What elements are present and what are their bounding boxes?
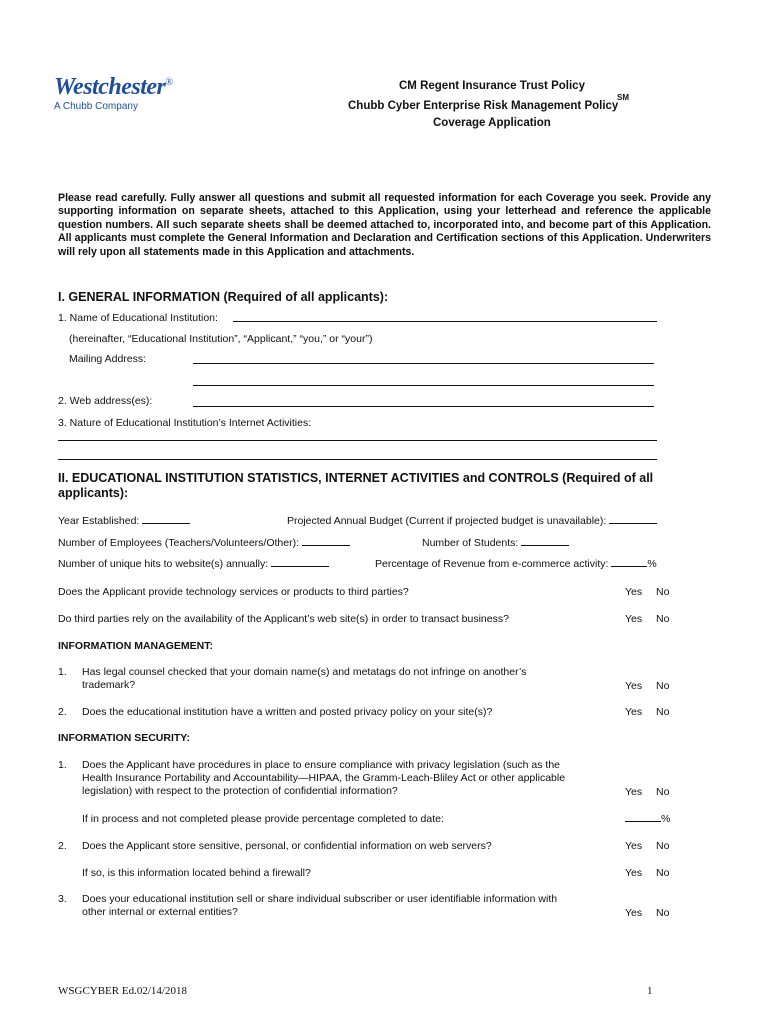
mailing-label: Mailing Address:: [69, 353, 147, 365]
tech-yes[interactable]: Yes: [625, 586, 643, 598]
im-q2-number: 2.: [58, 706, 67, 718]
im-q1-line1: Has legal counsel checked that your domain name(s) and metatags do not infringe on another’s: [82, 666, 527, 678]
is-q2-number: 2.: [58, 840, 67, 852]
q3-label: 3. Nature of Educational Institution’s Internet Activities:: [58, 417, 312, 429]
year-label: Year Established:: [58, 515, 140, 527]
header-line3: Coverage Application: [433, 117, 551, 129]
section2-title-line2: applicants):: [58, 486, 129, 500]
thirdparty-question: Do third parties rely on the availability of the Applicant’s web site(s) in order to transact business?: [58, 613, 509, 625]
hereinafter-note: (hereinafter, “Educational Institution”, “Applicant,” “you,” or “your”): [69, 333, 373, 345]
hits-field[interactable]: [271, 566, 329, 567]
is-q1-no[interactable]: No: [656, 786, 670, 798]
is-q2b-no[interactable]: No: [656, 867, 670, 879]
intro-paragraph: Please read carefully. Fully answer all questions and submit all requested information for each Coverage you seek. Provide any supporting information on separate sheets, attached to this Application, using your letterhead and reference the applicable question numbers. All such separate sheets shall be deemed attached to, incorporated into, and become part of this Application. All applicants must complete the General Information and Declaration and Certification sections of this Application. Underwriters will rely upon all statements made in this Application and attachments.: [58, 192, 711, 258]
students-field[interactable]: [521, 545, 569, 546]
header-line1: CM Regent Insurance Trust Policy: [399, 80, 585, 92]
is-q1-number: 1.: [58, 759, 67, 771]
page-number: 1: [647, 985, 653, 997]
im-q1-yes[interactable]: Yes: [625, 680, 643, 692]
year-field[interactable]: [142, 523, 190, 524]
mailing-address-field-1[interactable]: [193, 363, 654, 364]
mailing-address-field-2[interactable]: [193, 385, 654, 386]
im-q1-no[interactable]: No: [656, 680, 670, 692]
web-address-field[interactable]: [193, 406, 654, 407]
section1-title: I. GENERAL INFORMATION (Required of all applicants):: [58, 290, 389, 304]
is-q3-line2: other internal or external entities?: [82, 906, 238, 918]
im-q1-number: 1.: [58, 666, 67, 678]
budget-label: Projected Annual Budget (Current if projected budget is unavailable):: [287, 515, 607, 527]
logo-registered: ®: [165, 77, 173, 88]
info-mgmt-title: INFORMATION MANAGEMENT:: [58, 640, 213, 652]
is-q1-line1: Does the Applicant have procedures in place to ensure compliance with privacy legislation (such as the: [82, 759, 561, 771]
is-q1-yes[interactable]: Yes: [625, 786, 643, 798]
is-q3-number: 3.: [58, 893, 67, 905]
hits-label: Number of unique hits to website(s) annually:: [58, 558, 269, 570]
is-q2-no[interactable]: No: [656, 840, 670, 852]
is-q1-line2: Health Insurance Portability and Accountability—HIPAA, the Gramm-Leach-Bliley Act or other applicable: [82, 772, 566, 784]
is-q1b-field[interactable]: [625, 821, 661, 822]
employees-field[interactable]: [302, 545, 350, 546]
is-q2-yes[interactable]: Yes: [625, 840, 643, 852]
logo-name: Westchester: [54, 74, 166, 100]
employees-label: Number of Employees (Teachers/Volunteers/Other):: [58, 537, 300, 549]
revenue-field[interactable]: [611, 566, 647, 567]
tech-question: Does the Applicant provide technology services or products to third parties?: [58, 586, 409, 598]
im-q2-line1: Does the educational institution have a written and posted privacy policy on your site(s)?: [82, 706, 493, 718]
service-mark: SM: [617, 93, 629, 102]
is-q2b-label: If so, is this information located behind a firewall?: [82, 867, 311, 879]
is-q2b-yes[interactable]: Yes: [625, 867, 643, 879]
is-q3-yes[interactable]: Yes: [625, 907, 643, 919]
is-q1b-label: If in process and not completed please provide percentage completed to date:: [82, 813, 444, 825]
info-sec-title: INFORMATION SECURITY:: [58, 732, 191, 744]
header-line2: Chubb Cyber Enterprise Risk Management Policy: [348, 100, 619, 112]
thirdparty-no[interactable]: No: [656, 613, 670, 625]
revenue-label: Percentage of Revenue from e-commerce activity:: [375, 558, 609, 570]
budget-field[interactable]: [609, 523, 657, 524]
is-q1b-percent: %: [661, 813, 671, 825]
q2-label: 2. Web address(es):: [58, 395, 153, 407]
is-q3-no[interactable]: No: [656, 907, 670, 919]
is-q1-line3: legislation) with respect to the protection of confidential information?: [82, 785, 398, 797]
is-q2-line1: Does the Applicant store sensitive, personal, or confidential information on web servers?: [82, 840, 492, 852]
revenue-percent: %: [647, 558, 657, 570]
is-q3-line1: Does your educational institution sell or share individual subscriber or user identifiable information with: [82, 893, 558, 905]
logo-subtitle: A Chubb Company: [54, 101, 138, 112]
im-q1-line2: trademark?: [82, 679, 136, 691]
institution-name-field[interactable]: [233, 321, 657, 322]
section2-title-line1: II. EDUCATIONAL INSTITUTION STATISTICS, INTERNET ACTIVITIES and CONTROLS (Required of all: [58, 471, 654, 485]
internet-activities-field-2[interactable]: [58, 459, 657, 460]
q1-label: 1. Name of Educational Institution:: [58, 312, 218, 324]
internet-activities-field-1[interactable]: [58, 440, 657, 441]
thirdparty-yes[interactable]: Yes: [625, 613, 643, 625]
im-q2-no[interactable]: No: [656, 706, 670, 718]
company-logo: [54, 74, 172, 101]
tech-no[interactable]: No: [656, 586, 670, 598]
im-q2-yes[interactable]: Yes: [625, 706, 643, 718]
form-number: WSGCYBER Ed.02/14/2018: [58, 985, 187, 997]
students-label: Number of Students:: [422, 537, 519, 549]
